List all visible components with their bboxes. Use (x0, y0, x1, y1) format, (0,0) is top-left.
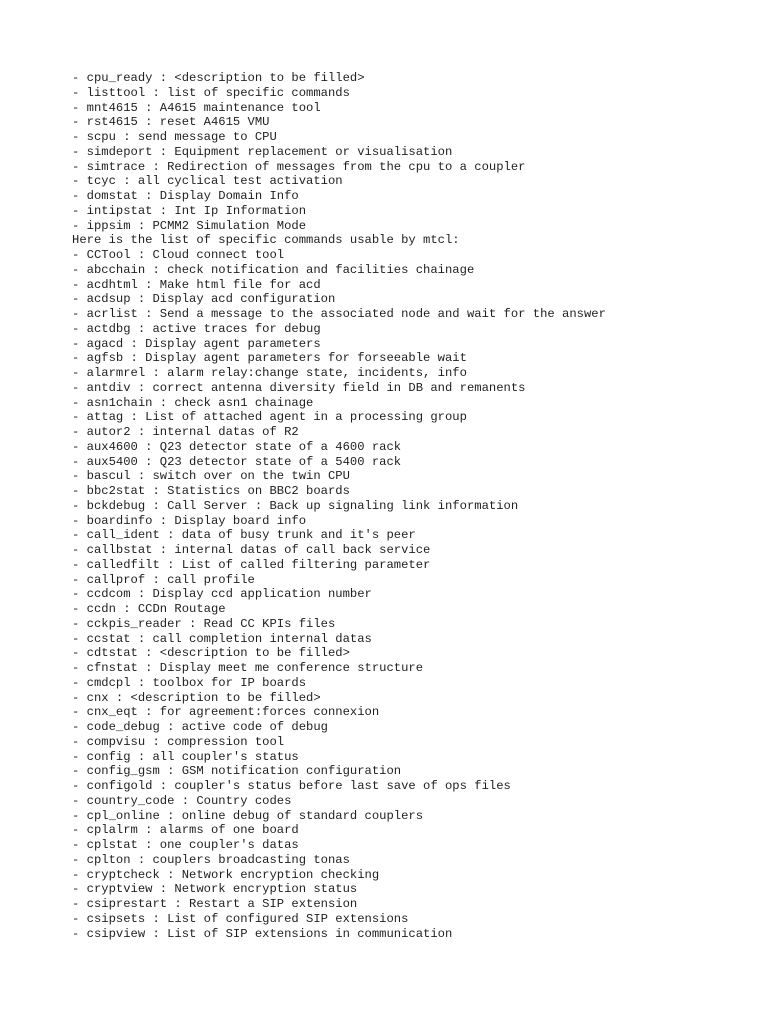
command-line: - cckpis_reader : Read CC KPIs files (72, 616, 336, 631)
document-page (72, 71, 752, 941)
command-line: - configold : coupler's status before last save of ops files (72, 779, 511, 793)
command-line: - ccdcom : Display ccd application number (72, 587, 372, 602)
command-line: - cpu_ready : <description to be filled> (72, 71, 365, 85)
command-line: - domstat : Display Domain Info (72, 189, 299, 203)
command-line: - simtrace : Redirection of messages from the cpu to a coupler (72, 159, 526, 174)
command-line: - acdhtml : Make html file for acd (72, 277, 321, 292)
command-line: - simdeport : Equipment replacement or visualisation (72, 144, 453, 159)
command-line: - bckdebug : Call Server : Back up signaling link information (72, 498, 519, 513)
command-line: - cplstat : one coupler's datas (72, 838, 299, 852)
command-line: - agfsb : Display agent parameters for forseeable wait (72, 351, 467, 366)
command-line: - call_ident : data of busy trunk and it's peer (72, 528, 416, 543)
command-line: - cfnstat : Display meet me conference structure (72, 661, 424, 675)
command-line: - csiprestart : Restart a SIP extension (72, 897, 358, 911)
command-line: - tcyc : all cyclical test activation (72, 174, 343, 189)
command-line: - autor2 : internal datas of R2 (72, 425, 299, 439)
command-line: - aux5400 : Q23 detector state of a 5400 rack (72, 454, 402, 469)
command-line: - bascul : switch over on the twin CPU (72, 469, 350, 484)
command-line: - acrlist : Send a message to the associated node and wait for the answer (72, 307, 606, 321)
command-line: - compvisu : compression tool (72, 734, 285, 749)
command-line: - code_debug : active code of debug (72, 720, 328, 734)
command-line: - rst4615 : reset A4615 VMU (72, 115, 270, 130)
command-line: - ccdn : CCDn Routage (72, 602, 226, 616)
command-line: - antdiv : correct antenna diversity field in DB and remanents (72, 380, 526, 395)
command-line: - config : all coupler's status (72, 749, 299, 764)
command-line: - csipsets : List of configured SIP extensions (72, 911, 409, 926)
command-line: - aux4600 : Q23 detector state of a 4600 rack (72, 439, 402, 454)
command-line: - intipstat : Int Ip Information (72, 203, 307, 218)
command-line: - calledfilt : List of called filtering parameter (72, 557, 431, 572)
command-line: - abcchain : check notification and facilities chainage (72, 262, 475, 277)
command-line: - cplalrm : alarms of one board (72, 823, 299, 838)
command-line: - callprof : call profile (72, 572, 255, 587)
command-line: - cdtstat : <description to be filled> (72, 646, 350, 661)
command-line: - csipview : List of SIP extensions in communication (72, 926, 453, 941)
command-line: - cpl_online : online debug of standard couplers (72, 808, 424, 823)
command-line: - agacd : Display agent parameters (72, 336, 321, 351)
command-line: - bbc2stat : Statistics on BBC2 boards (72, 484, 350, 498)
command-line: - cmdcpl : toolbox for IP boards (72, 675, 307, 690)
command-line: - attag : List of attached agent in a processing group (72, 410, 467, 425)
command-line: - acdsup : Display acd configuration (72, 292, 336, 307)
section-heading: Here is the list of specific commands usable by mtcl: (72, 233, 460, 248)
command-line: - cryptview : Network encryption status (72, 882, 358, 897)
command-line: - ippsim : PCMM2 Simulation Mode (72, 218, 307, 233)
command-line: - actdbg : active traces for debug (72, 321, 321, 336)
command-line: - cplton : couplers broadcasting tonas (72, 852, 350, 867)
command-line: - cnx_eqt : for agreement:forces connexion (72, 705, 380, 720)
command-line: - boardinfo : Display board info (72, 513, 307, 528)
command-line: - alarmrel : alarm relay:change state, incidents, info (72, 366, 467, 380)
command-line: - scpu : send message to CPU (72, 130, 277, 144)
command-line: - cnx : <description to be filled> (72, 690, 321, 705)
command-line: - country_code : Country codes (72, 793, 292, 808)
command-line: - ccstat : call completion internal datas (72, 631, 372, 646)
command-line: - listtool : list of specific commands (72, 85, 350, 100)
command-line: - mnt4615 : A4615 maintenance tool (72, 100, 321, 115)
command-line: - asn1chain : check asn1 chainage (72, 395, 314, 410)
command-line: - callbstat : internal datas of call back service (72, 543, 431, 557)
command-line: - CCTool : Cloud connect tool (72, 248, 285, 262)
command-line: - config_gsm : GSM notification configuration (72, 764, 402, 779)
command-line: - cryptcheck : Network encryption checking (72, 867, 380, 882)
